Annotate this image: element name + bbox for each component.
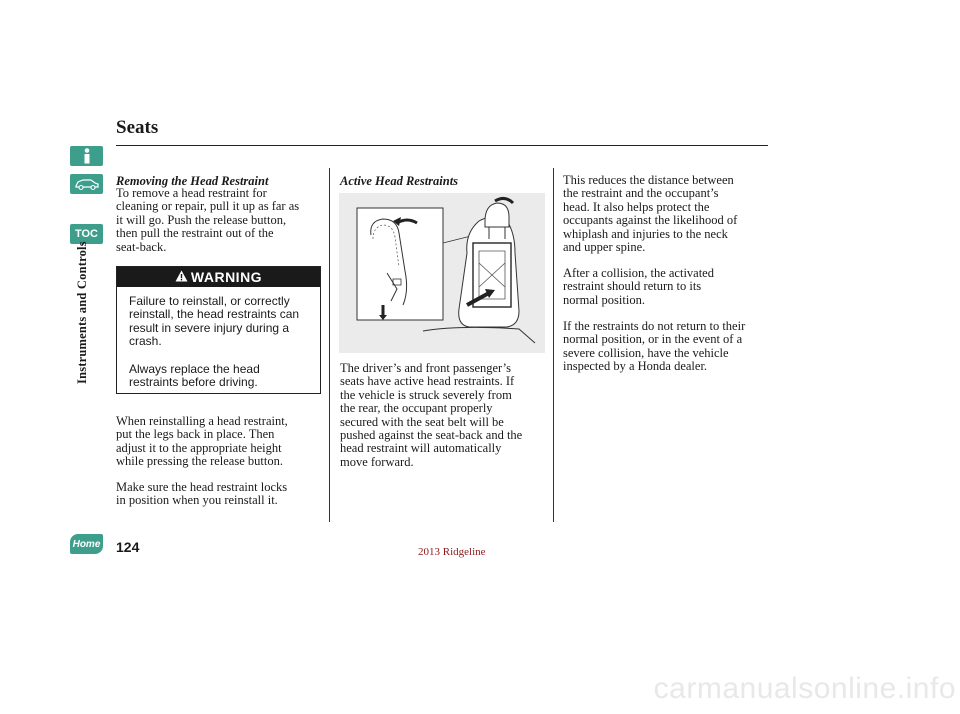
vehicle-tab[interactable] (70, 174, 103, 194)
col1-para3: Make sure the head restraint locks in position when you reinstall it. (116, 480, 288, 508)
col3-para1: This reduces the distance between the restraint and the occupant’s head. It also helps protect the occupants against the likelihood of whiplash and injuries to the neck and upper spine. (563, 173, 738, 255)
subhead-active: Active Head Restraints (340, 174, 459, 188)
warning-label: WARNING (190, 269, 263, 285)
home-label: Home (72, 538, 101, 550)
warning-text-1: Failure to reinstall, or correctly reinstall, the head restraints can result in severe injury during a crash. (129, 294, 300, 349)
info-tab[interactable] (70, 146, 103, 166)
head-restraint-figure (339, 193, 545, 353)
warning-text-2: Always replace the head restraints before driving. (129, 361, 260, 390)
col2-para1: The driver’s and front passenger’s seats have active head restraints. If the vehicle is struck severely from the rear, the occupant properly secured with the seat belt will be pushed against the seat-back and the head restraint will automatically move forward. (340, 361, 523, 469)
section-label: Instruments and Controls (75, 241, 89, 384)
warning-triangle-icon (175, 269, 188, 285)
col1-para1: To remove a head restraint for cleaning or repair, pull it up as far as it will go. Push the release button, then pull the restraint out of the seat-back. (116, 186, 300, 254)
header-rule (116, 145, 768, 146)
page-title: Seats (116, 117, 159, 138)
car-icon (74, 177, 100, 191)
toc-label: TOC (74, 228, 99, 240)
info-icon (81, 148, 93, 164)
warning-header (117, 267, 320, 287)
warning-box (116, 266, 321, 394)
seat-illustration (339, 193, 545, 353)
page-number: 124 (116, 539, 140, 555)
col3-para2: After a collision, the activated restraint should return to its normal position. (563, 266, 714, 307)
subhead-removing: Removing the Head Restraint (116, 174, 269, 188)
home-tab[interactable] (70, 534, 103, 554)
col3-para3: If the restraints do not return to their normal position, or in the event of a severe collision, have the vehicle inspected by a Honda dealer. (563, 319, 746, 374)
column-divider-2 (553, 168, 554, 522)
col1-para2: When reinstalling a head restraint, put the legs back in place. Then adjust it to the appropriate height while pressing the release button. (116, 414, 288, 469)
footer-model: 2013 Ridgeline (418, 546, 486, 558)
column-divider-1 (329, 168, 330, 522)
watermark: carmanualsonline.info (653, 672, 956, 705)
